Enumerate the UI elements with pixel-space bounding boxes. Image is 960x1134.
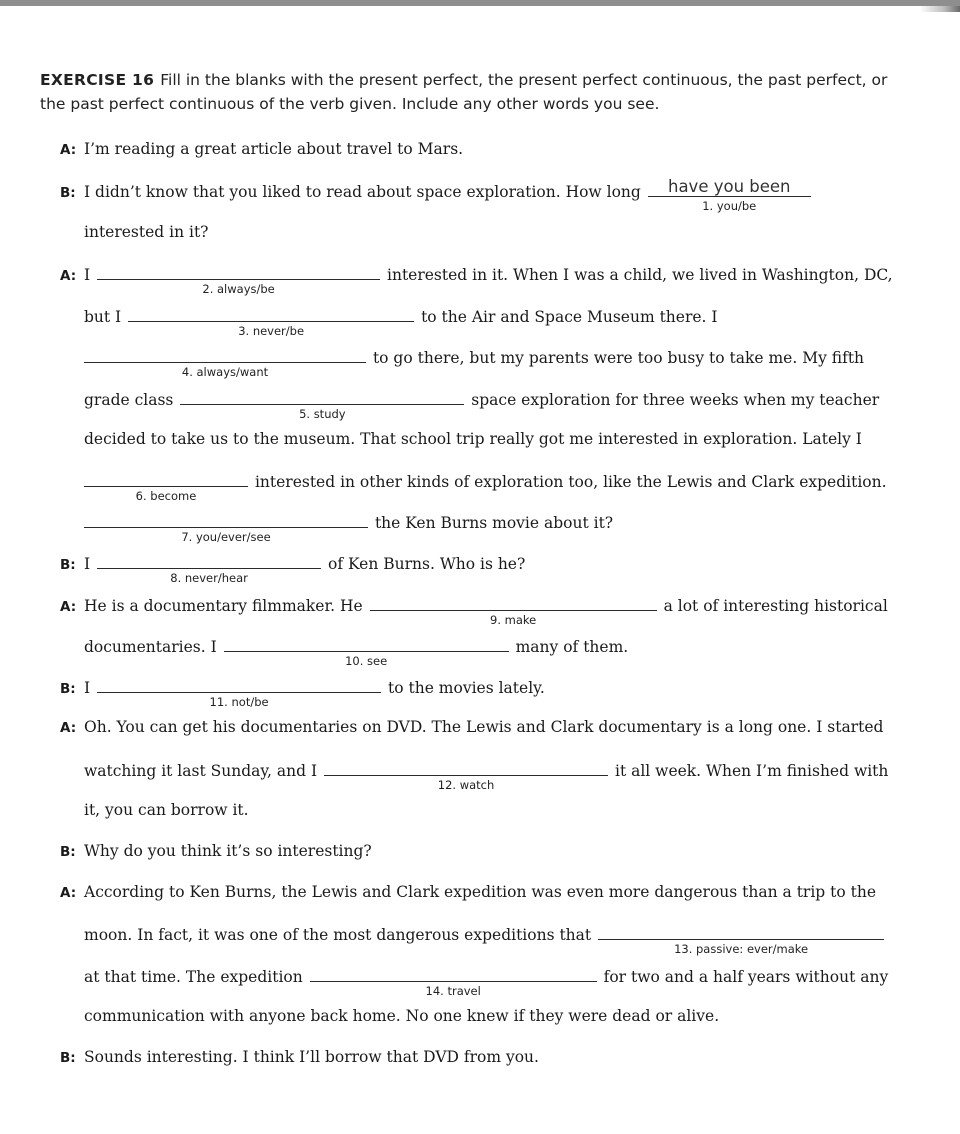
speaker-label: A: [60,142,77,158]
speaker-label: A: [60,599,77,615]
dialogue-line-15 [60,717,883,738]
line-text: Oh. You can get his documentaries on DVD. The Lewis and Clark documentary is a long one. I started [84,718,884,736]
dialogue-line-7 [84,388,880,421]
scan-top-edge [0,0,960,6]
line-text: space exploration for three weeks when my teacher [471,391,880,409]
answer-blank-12[interactable] [324,759,608,792]
verb-hint: 7. you/ever/see [181,530,271,544]
answer-blank-3[interactable] [128,305,414,338]
dialogue-line-17 [84,800,249,820]
dialogue-line-10 [84,511,614,544]
answer-blank-9[interactable] [370,594,657,627]
answer-blank-8[interactable] [97,552,321,585]
dialogue-line-2 [60,177,813,213]
verb-hint: 14. travel [425,984,481,998]
verb-hint: 6. become [135,489,197,503]
verb-hint: 8. never/hear [170,571,248,585]
verb-hint: 10. see [345,654,388,668]
line-text: I [84,266,91,284]
dialogue-line-11 [60,552,526,585]
exercise-instructions: Fill in the blanks with the present perfect, the present perfect continuous, the past perfect, or the past perfect continuous of the verb given. Include any other words you see. [40,71,888,113]
line-text: Sounds interesting. I think I’ll borrow that DVD from you. [84,1048,539,1066]
line-text: many of them. [515,638,629,656]
dialogue-line-18 [60,841,372,862]
line-text: moon. In fact, it was one of the most dangerous expeditions that [84,926,592,944]
line-text: I’m reading a great article about travel to Mars. [84,140,464,158]
line-text: but I [84,308,122,326]
dialogue-line-1 [60,139,463,160]
dialogue-line-3 [84,222,209,242]
line-text: communication with anyone back home. No one knew if they were dead or alive. [84,1007,720,1025]
line-text: to go there, but my parents were too busy to take me. My fifth [372,349,865,367]
dialogue-line-21 [84,965,889,998]
line-text: documentaries. I [84,638,217,656]
line-text: grade class [84,391,174,409]
line-text: I [84,679,91,697]
verb-hint: 5. study [299,407,346,421]
dialogue-line-9 [84,470,887,503]
verb-hint: 13. passive: ever/make [674,942,809,956]
speaker-label: A: [60,268,77,284]
verb-hint: 11. not/be [209,695,269,709]
dialogue-line-8 [84,429,862,449]
line-text: decided to take us to the museum. That school trip really got me interested in exploration. Lately I [84,430,862,448]
dialogue-line-23 [60,1047,539,1068]
dialogue-line-4 [60,263,893,296]
speaker-label: A: [60,720,77,736]
dialogue-line-19 [60,882,876,903]
line-text: I didn’t know that you liked to read about space exploration. How long [84,183,641,201]
line-text: for two and a half years without any [603,968,889,986]
verb-hint: 9. make [490,613,537,627]
speaker-label: B: [60,557,76,573]
line-text: to the movies lately. [388,679,545,697]
answer-blank-7[interactable] [84,511,368,544]
answer-blank-2[interactable] [97,263,380,296]
line-text: the Ken Burns movie about it? [374,514,614,532]
dialogue-line-6 [84,346,865,379]
line-text: Why do you think it’s so interesting? [84,842,372,860]
line-text: at that time. The expedition [84,968,303,986]
verb-hint: 4. always/want [181,365,269,379]
verb-hint: 3. never/be [238,324,305,338]
line-text: to the Air and Space Museum there. I [421,308,718,326]
answer-blank-14[interactable] [310,965,597,998]
line-text: interested in it. When I was a child, we lived in Washington, DC, [387,266,893,284]
dialogue-line-14 [60,676,545,709]
speaker-label: B: [60,844,76,860]
speaker-label: B: [60,1050,76,1066]
line-text: He is a documentary filmmaker. He [84,597,363,615]
scan-corner-shadow [920,6,960,12]
line-text: watching it last Sunday, and I [84,762,318,780]
line-text: it all week. When I’m finished with [614,762,889,780]
answer-blank-10[interactable] [224,635,509,668]
dialogue-line-5 [84,305,718,338]
speaker-label: A: [60,885,77,901]
line-text: a lot of interesting historical [663,597,888,615]
speaker-label: B: [60,185,76,201]
line-text: it, you can borrow it. [84,801,249,819]
dialogue-line-12 [60,594,888,627]
handwritten-answer: have you been [667,177,791,196]
exercise-title: EXERCISE 16 [40,71,155,89]
answer-blank-11[interactable] [97,676,381,709]
line-text: of Ken Burns. Who is he? [328,555,526,573]
line-text: interested in it? [84,223,209,241]
line-text: I [84,555,91,573]
speaker-label: B: [60,681,76,697]
verb-hint: 1. you/be [702,199,757,213]
exercise-header [40,68,900,116]
verb-hint: 12. watch [437,778,495,792]
answer-blank-4[interactable] [84,346,366,379]
answer-blank-5[interactable] [180,388,464,421]
dialogue-line-13 [84,635,629,668]
answer-blank-6[interactable] [84,470,248,503]
dialogue-line-20 [84,923,886,956]
dialogue-line-16 [84,759,889,792]
answer-blank-13[interactable] [598,923,884,956]
verb-hint: 2. always/be [202,282,275,296]
dialogue-line-22 [84,1006,719,1026]
line-text: interested in other kinds of exploration too, like the Lewis and Clark expedition. [254,473,887,491]
line-text: According to Ken Burns, the Lewis and Clark expedition was even more dangerous than a trip to the [84,883,877,901]
answer-blank-1[interactable] [648,177,811,213]
